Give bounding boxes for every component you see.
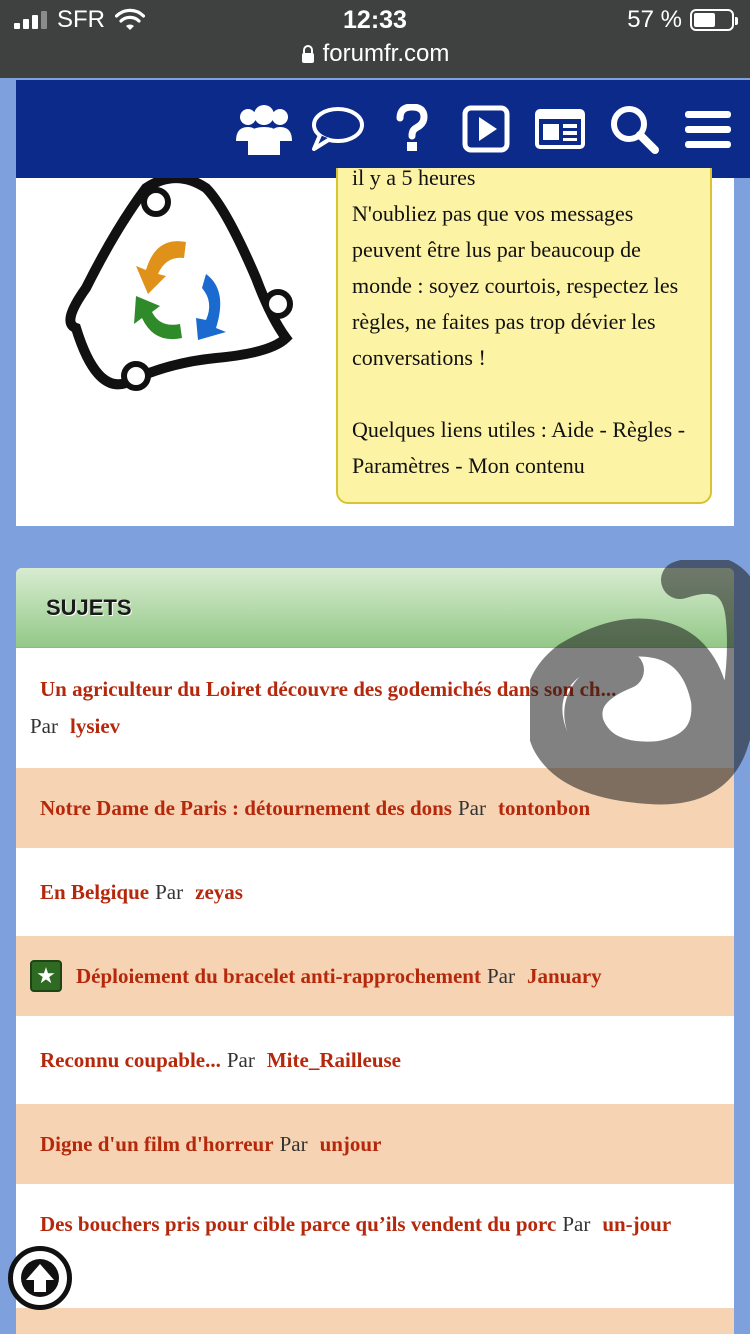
par-label: Par [30,714,58,738]
topic-title[interactable]: Notre Dame de Paris : détournement des dons [40,795,452,820]
url-text: forumfr.com [322,40,450,67]
topic-row[interactable] [16,1104,734,1184]
topic-row[interactable] [16,648,734,768]
status-bar [0,0,750,78]
link-settings[interactable]: Paramètres [352,453,450,478]
topics-card [16,568,734,1334]
par-label: Par [486,963,515,988]
topic-title[interactable]: Reconnu coupable... [40,1047,221,1072]
topic-row[interactable] [16,1308,734,1334]
link-rules[interactable]: Règles [612,417,673,442]
status-right [627,6,734,34]
topics-title: SUJETS [46,594,132,620]
chat-icon[interactable] [302,89,374,169]
lock-icon [301,45,315,63]
topic-title[interactable]: Des bouchers pris pour cible parce qu’ils vendent du porc [40,1212,557,1236]
link-separator: - [455,453,463,478]
link-separator: - [599,417,607,442]
topic-row[interactable] [16,1016,734,1104]
clock: 12:33 [343,6,407,34]
pinned-star-icon: ★ [30,960,62,992]
topic-title[interactable]: Déploiement du bracelet anti-rapprochement [76,963,481,988]
links-intro: Quelques liens utiles : [352,417,547,442]
address-bar[interactable] [0,40,750,68]
battery-percent: 57 % [627,6,682,33]
news-icon[interactable] [524,89,596,169]
help-icon[interactable] [376,89,448,169]
topic-row[interactable] [16,768,734,848]
notice-links [352,412,696,484]
link-my-content[interactable]: Mon contenu [468,453,585,478]
topic-author[interactable]: zeyas [195,879,243,904]
topic-author[interactable]: unjour [319,1131,382,1156]
topic-title[interactable]: Digne d'un film d'horreur [40,1131,274,1156]
topic-author[interactable]: lysiev [70,714,121,738]
link-help[interactable]: Aide [551,417,594,442]
carrier-name: SFR [57,6,105,33]
search-icon[interactable] [598,89,670,169]
notice-message: N'oubliez pas que vos messages peuvent être lus par beaucoup de monde : soyez courtois, respectez les règles, ne faites pas trop dévier les conversations ! [352,201,679,370]
par-label: Par [562,1212,591,1236]
par-label: Par [457,795,486,820]
topic-author[interactable]: January [526,963,602,988]
notice-box [336,168,712,504]
topic-row[interactable] [16,936,734,1016]
topics-header [16,568,734,648]
topic-row[interactable] [16,848,734,936]
forum-logo [56,178,296,398]
link-separator: - [677,417,686,442]
topic-author[interactable]: un-jour [602,1212,672,1236]
battery-icon [690,9,734,31]
notice-time: il y a 5 heures [352,168,476,190]
members-icon[interactable] [228,89,300,169]
par-label: Par [279,1131,308,1156]
topic-title[interactable]: Un agriculteur du Loiret découvre des godemichés dans son ch... [40,677,617,701]
arrow-up-icon [20,1258,60,1298]
scroll-to-top-button[interactable] [8,1246,72,1310]
topic-author[interactable]: Mite_Railleuse [266,1047,401,1072]
play-icon[interactable] [450,89,522,169]
topic-title[interactable]: En Belgique [40,879,150,904]
site-navbar [16,80,750,178]
topic-author[interactable]: tontonbon [497,795,591,820]
menu-icon[interactable] [672,89,744,169]
par-label: Par [226,1047,255,1072]
par-label: Par [155,879,184,904]
topic-row[interactable] [16,1184,734,1308]
welcome-card [16,168,734,526]
